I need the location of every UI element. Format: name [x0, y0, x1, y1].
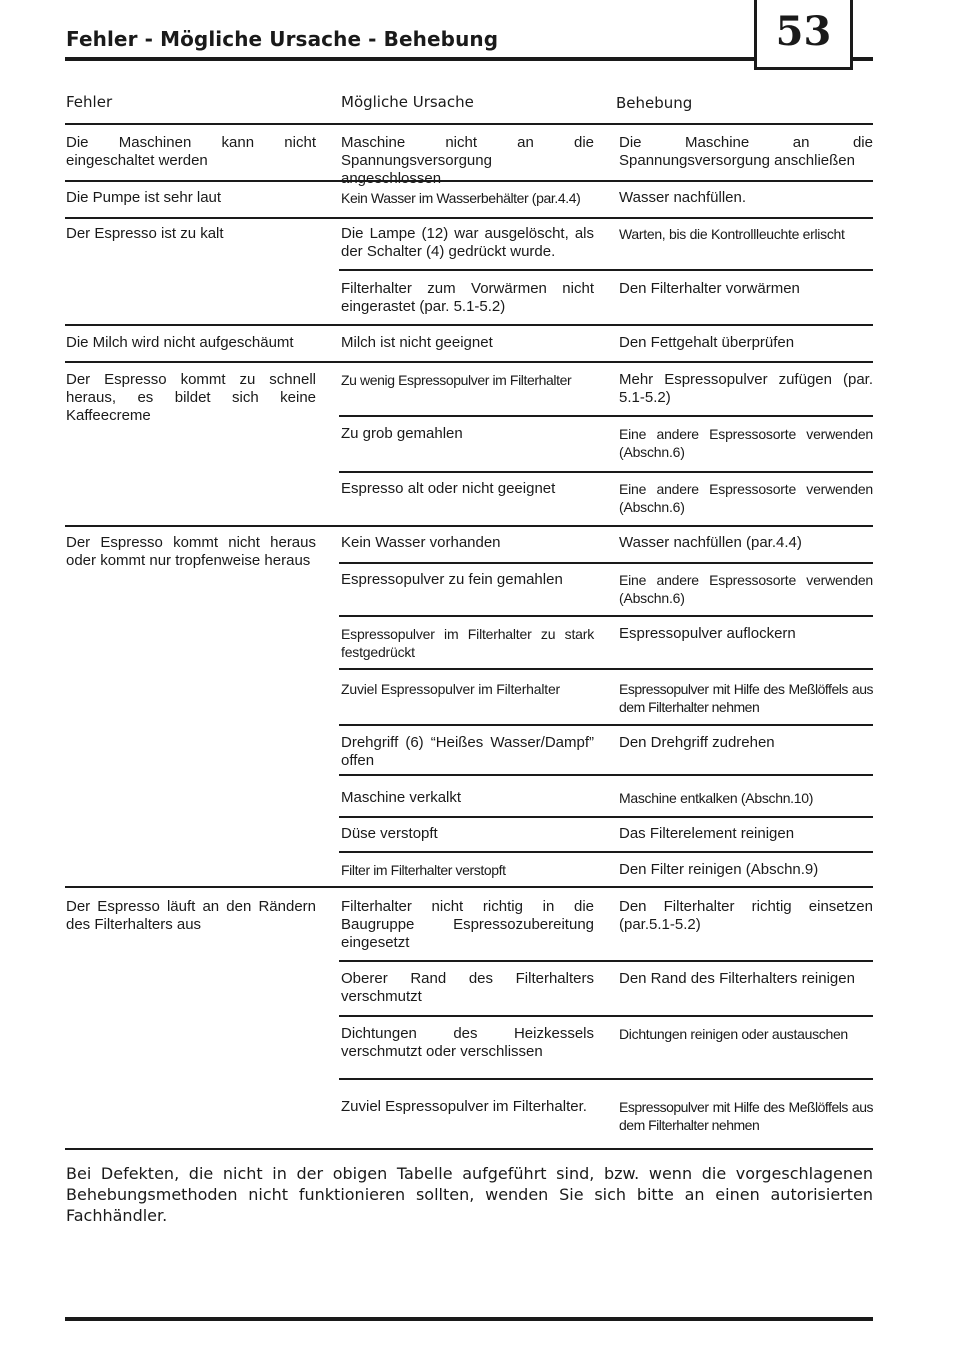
- cell-behebung: Warten, bis die Kontrollleuchte erlischt: [619, 226, 845, 242]
- row-divider: [339, 668, 873, 670]
- cell-fehler: Die Milch wird nicht aufgeschäumt: [66, 334, 294, 351]
- row-divider: [339, 774, 873, 776]
- row-divider: [339, 960, 873, 962]
- cell-fehler: Die Maschinen kann nicht eingeschaltet werden: [66, 134, 316, 169]
- cell-behebung: Eine andere Espressosorte verwenden (Abschn.6): [619, 426, 873, 460]
- cell-behebung: Eine andere Espressosorte verwenden (Abschn.6): [619, 572, 873, 606]
- cell-behebung: Den Drehgriff zudrehen: [619, 734, 775, 751]
- row-divider: [339, 615, 873, 617]
- cell-behebung: Wasser nachfüllen (par.4.4): [619, 534, 802, 551]
- cell-behebung: Espressopulver mit Hilfe des Meßlöffels aus dem Filterhalter nehmen: [619, 681, 873, 715]
- cell-ursache: Zu grob gemahlen: [341, 425, 463, 442]
- cell-behebung: Espressopulver auflockern: [619, 625, 796, 642]
- cell-ursache: Dichtungen des Heizkessels verschmutzt oder verschlissen: [341, 1025, 594, 1060]
- cell-ursache: Kein Wasser im Wasserbehälter (par.4.4): [341, 190, 581, 206]
- cell-ursache: Zu wenig Espressopulver im Filterhalter: [341, 372, 572, 388]
- row-divider: [339, 851, 873, 853]
- cell-behebung: Die Maschine an die Spannungsversorgung anschließen: [619, 134, 873, 169]
- row-divider: [339, 816, 873, 818]
- row-divider: [339, 562, 873, 564]
- cell-ursache: Maschine nicht an die Spannungsversorgung angeschlossen: [341, 134, 594, 187]
- header-rule: [65, 123, 873, 125]
- column-header-fehler: Fehler: [66, 93, 113, 111]
- cell-fehler: Die Pumpe ist sehr laut: [66, 189, 222, 206]
- cell-behebung: Den Fettgehalt überprüfen: [619, 334, 795, 351]
- column-header-ursache: Mögliche Ursache: [341, 93, 474, 111]
- cell-ursache: Kein Wasser vorhanden: [341, 534, 501, 551]
- cell-ursache: Milch ist nicht geeignet: [341, 334, 493, 351]
- cell-behebung: Mehr Espressopulver zufügen (par. 5.1-5.2): [619, 371, 873, 406]
- row-divider: [65, 361, 873, 363]
- row-divider: [65, 324, 873, 326]
- cell-fehler: Der Espresso kommt zu schnell heraus, es bildet sich keine Kaffeecreme: [66, 371, 316, 424]
- cell-ursache: Oberer Rand des Filterhalters verschmutzt: [341, 970, 594, 1005]
- cell-fehler: Der Espresso ist zu kalt: [66, 225, 224, 242]
- column-header-behebung: Behebung: [616, 94, 693, 112]
- row-divider: [339, 471, 873, 473]
- title-rule: [65, 57, 873, 61]
- row-divider: [65, 886, 873, 888]
- cell-fehler: Der Espresso kommt nicht heraus oder kommt nur tropfenweise heraus: [66, 534, 316, 569]
- row-divider: [339, 724, 873, 726]
- cell-behebung: Den Filter reinigen (Abschn.9): [619, 861, 819, 878]
- cell-behebung: Den Rand des Filterhalters reinigen: [619, 970, 855, 987]
- cell-ursache: Maschine verkalkt: [341, 789, 462, 806]
- cell-behebung: Dichtungen reinigen oder austauschen: [619, 1026, 848, 1042]
- cell-ursache: Die Lampe (12) war ausgelöscht, als der Schalter (4) gedrückt wurde.: [341, 225, 594, 260]
- cell-ursache: Espressopulver im Filterhalter zu stark festgedrückt: [341, 626, 594, 660]
- cell-ursache: Espresso alt oder nicht geeignet: [341, 480, 556, 497]
- cell-ursache: Drehgriff (6) “Heißes Wasser/Dampf” offen: [341, 734, 594, 769]
- cell-behebung: Das Filterelement reinigen: [619, 825, 795, 842]
- cell-fehler: Der Espresso läuft an den Rändern des Filterhalters aus: [66, 898, 316, 933]
- row-divider: [339, 1015, 873, 1017]
- cell-behebung: Den Filterhalter vorwärmen: [619, 280, 800, 297]
- page-title: Fehler - Mögliche Ursache - Behebung: [66, 27, 499, 51]
- cell-behebung: Wasser nachfüllen.: [619, 189, 747, 206]
- row-divider: [339, 415, 873, 417]
- row-divider: [65, 525, 873, 527]
- cell-ursache: Zuviel Espressopulver im Filterhalter.: [341, 1098, 587, 1115]
- cell-ursache: Espressopulver zu fein gemahlen: [341, 571, 563, 588]
- page-number-box: [754, 0, 853, 70]
- cell-ursache: Filterhalter nicht richtig in die Baugruppe Espressozubereitung eingesetzt: [341, 898, 594, 951]
- table-bottom-rule: [65, 1148, 873, 1150]
- cell-ursache: Düse verstopft: [341, 825, 438, 842]
- cell-ursache: Filterhalter zum Vorwärmen nicht eingerastet (par. 5.1-5.2): [341, 280, 594, 315]
- cell-behebung: Maschine entkalken (Abschn.10): [619, 790, 814, 806]
- cell-ursache: Zuviel Espressopulver im Filterhalter: [341, 681, 561, 697]
- footer-note: Bei Defekten, die nicht in der obigen Tabelle aufgeführt sind, bzw. wenn die vorgeschlagenen Behebungsmethoden nicht funktionieren sollten, wenden Sie sich bitte an einen autorisierten Fachhändler.: [66, 1164, 873, 1225]
- cell-ursache: Filter im Filterhalter verstopft: [341, 862, 506, 878]
- page-number: 53: [775, 8, 832, 55]
- row-divider: [339, 269, 873, 271]
- row-divider: [339, 1078, 873, 1080]
- cell-behebung: Eine andere Espressosorte verwenden (Abschn.6): [619, 481, 873, 515]
- cell-behebung: Den Filterhalter richtig einsetzen (par.5.1-5.2): [619, 898, 873, 933]
- cell-behebung: Espressopulver mit Hilfe des Meßlöffels aus dem Filterhalter nehmen: [619, 1099, 873, 1133]
- row-divider: [65, 217, 873, 219]
- bottom-rule: [65, 1317, 873, 1321]
